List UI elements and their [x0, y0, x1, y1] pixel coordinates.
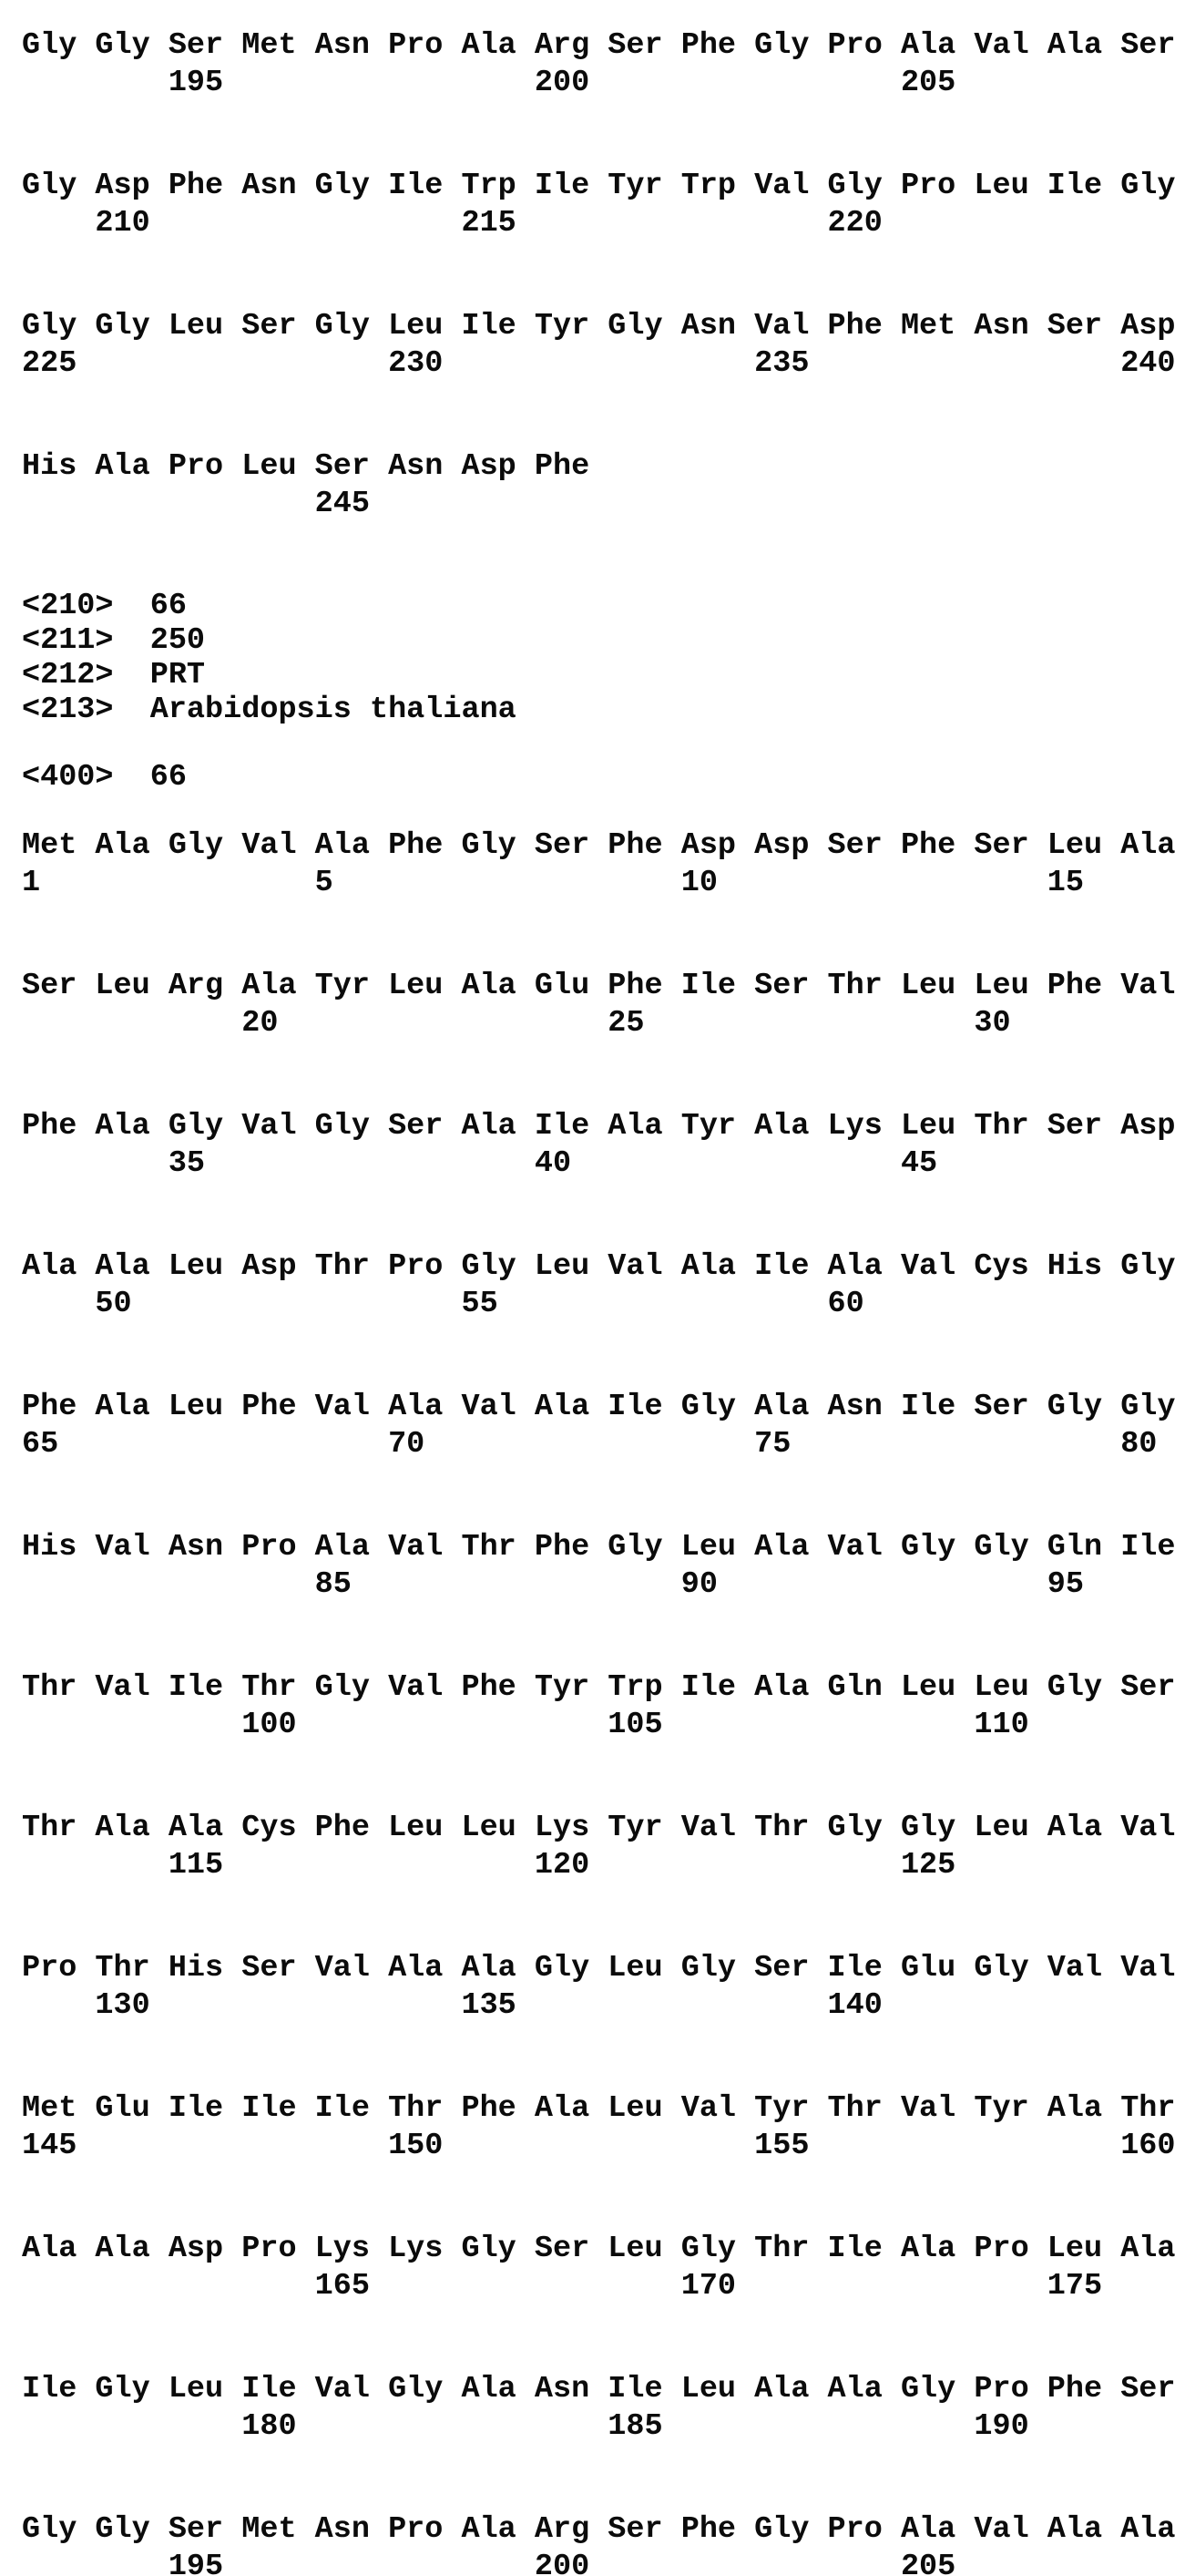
position-number-line: 65 70 75 80: [22, 1427, 1158, 1462]
sequence-block-main-12: [22, 2511, 1185, 2576]
residue-line: Thr Ala Ala Cys Phe Leu Leu Lys Tyr Val Thr Gly Gly Leu Ala Val: [22, 1811, 1176, 1845]
position-number-line: 130 135 140: [22, 1988, 883, 2023]
residue-line: Thr Val Ile Thr Gly Val Phe Tyr Trp Ile Ala Gln Leu Leu Gly Ser: [22, 1670, 1176, 1705]
sequence-blocks-main: [22, 827, 1185, 2576]
sequence-block-top-3: [22, 448, 1185, 523]
position-number-line: 20 25 30: [22, 1006, 1011, 1041]
sequence-block-top-2: [22, 308, 1185, 383]
position-number-line: 165 170 175: [22, 2269, 1103, 2304]
position-number-line: 1 5 10 15: [22, 866, 1084, 900]
sequence-block-main-5: [22, 1529, 1185, 1604]
sequence-block-main-8: [22, 1950, 1185, 2025]
sequence-block-main-7: [22, 1810, 1185, 1884]
sequence-block-main-4: [22, 1389, 1185, 1463]
position-number-line: 195 200 205: [22, 2550, 956, 2576]
residue-line: His Val Asn Pro Ala Val Thr Phe Gly Leu Ala Val Gly Gly Gln Ile: [22, 1530, 1176, 1565]
residue-line: Phe Ala Gly Val Gly Ser Ala Ile Ala Tyr Ala Lys Leu Thr Ser Asp: [22, 1109, 1176, 1144]
residue-line: Ser Leu Arg Ala Tyr Leu Ala Glu Phe Ile Ser Thr Leu Leu Phe Val: [22, 969, 1176, 1003]
residue-line: Met Ala Gly Val Ala Phe Gly Ser Phe Asp Asp Ser Phe Ser Leu Ala: [22, 828, 1176, 863]
sequence-block-main-0: [22, 827, 1185, 902]
residue-line: Ala Ala Asp Pro Lys Lys Gly Ser Leu Gly Thr Ile Ala Pro Leu Ala: [22, 2232, 1176, 2266]
header-line-213: <213> Arabidopsis thaliana: [22, 693, 516, 727]
position-number-line: 145 150 155 160: [22, 2129, 1176, 2163]
position-number-line: 85 90 95: [22, 1567, 1084, 1602]
position-number-line: 50 55 60: [22, 1287, 864, 1321]
residue-line: Gly Gly Ser Met Asn Pro Ala Arg Ser Phe Gly Pro Ala Val Ala Ala: [22, 2512, 1176, 2547]
sequence-block-main-11: [22, 2371, 1185, 2446]
residue-line: Ile Gly Leu Ile Val Gly Ala Asn Ile Leu Ala Ala Gly Pro Phe Ser: [22, 2372, 1176, 2407]
position-number-line: 195 200 205: [22, 66, 956, 100]
residue-line: Pro Thr His Ser Val Ala Ala Gly Leu Gly Ser Ile Glu Gly Val Val: [22, 1951, 1176, 1986]
header-line-211: <211> 250: [22, 623, 206, 658]
sequence-block-top-1: [22, 168, 1185, 242]
residue-line: His Ala Pro Leu Ser Asn Asp Phe: [22, 449, 590, 484]
sequence-header-block: [22, 589, 1185, 727]
residue-line: Ala Ala Leu Asp Thr Pro Gly Leu Val Ala Ile Ala Val Cys His Gly: [22, 1249, 1176, 1284]
residue-line: Gly Gly Ser Met Asn Pro Ala Arg Ser Phe Gly Pro Ala Val Ala Ser: [22, 28, 1176, 63]
position-number-line: 180 185 190: [22, 2409, 1029, 2444]
position-number-line: 115 120 125: [22, 1848, 956, 1883]
residue-line: Phe Ala Leu Phe Val Ala Val Ala Ile Gly Ala Asn Ile Ser Gly Gly: [22, 1390, 1176, 1424]
residue-line: Gly Gly Leu Ser Gly Leu Ile Tyr Gly Asn Val Phe Met Asn Ser Asp: [22, 309, 1176, 344]
sequence-block-main-9: [22, 2090, 1185, 2165]
sequence-block-main-10: [22, 2231, 1185, 2305]
sequence-block-top-0: [22, 27, 1185, 102]
position-number-line: 100 105 110: [22, 1708, 1029, 1742]
position-number-line: 210 215 220: [22, 206, 883, 241]
sequence-block-main-6: [22, 1669, 1185, 1744]
sequence-block-main-2: [22, 1108, 1185, 1183]
residue-line: Gly Asp Phe Asn Gly Ile Trp Ile Tyr Trp Val Gly Pro Leu Ile Gly: [22, 169, 1176, 203]
sequence-block-main-1: [22, 968, 1185, 1042]
header-line-210: <210> 66: [22, 589, 187, 623]
sequence-block-main-3: [22, 1248, 1185, 1323]
sequence-400-line: <400> 66: [22, 760, 187, 795]
position-number-line: 245: [22, 487, 370, 521]
position-number-line: 35 40 45: [22, 1146, 938, 1181]
residue-line: Met Glu Ile Ile Ile Thr Phe Ala Leu Val Tyr Thr Val Tyr Ala Thr: [22, 2091, 1176, 2126]
header-line-212: <212> PRT: [22, 658, 206, 693]
sequence-blocks-top: [22, 27, 1185, 523]
position-number-line: 225 230 235 240: [22, 346, 1176, 381]
